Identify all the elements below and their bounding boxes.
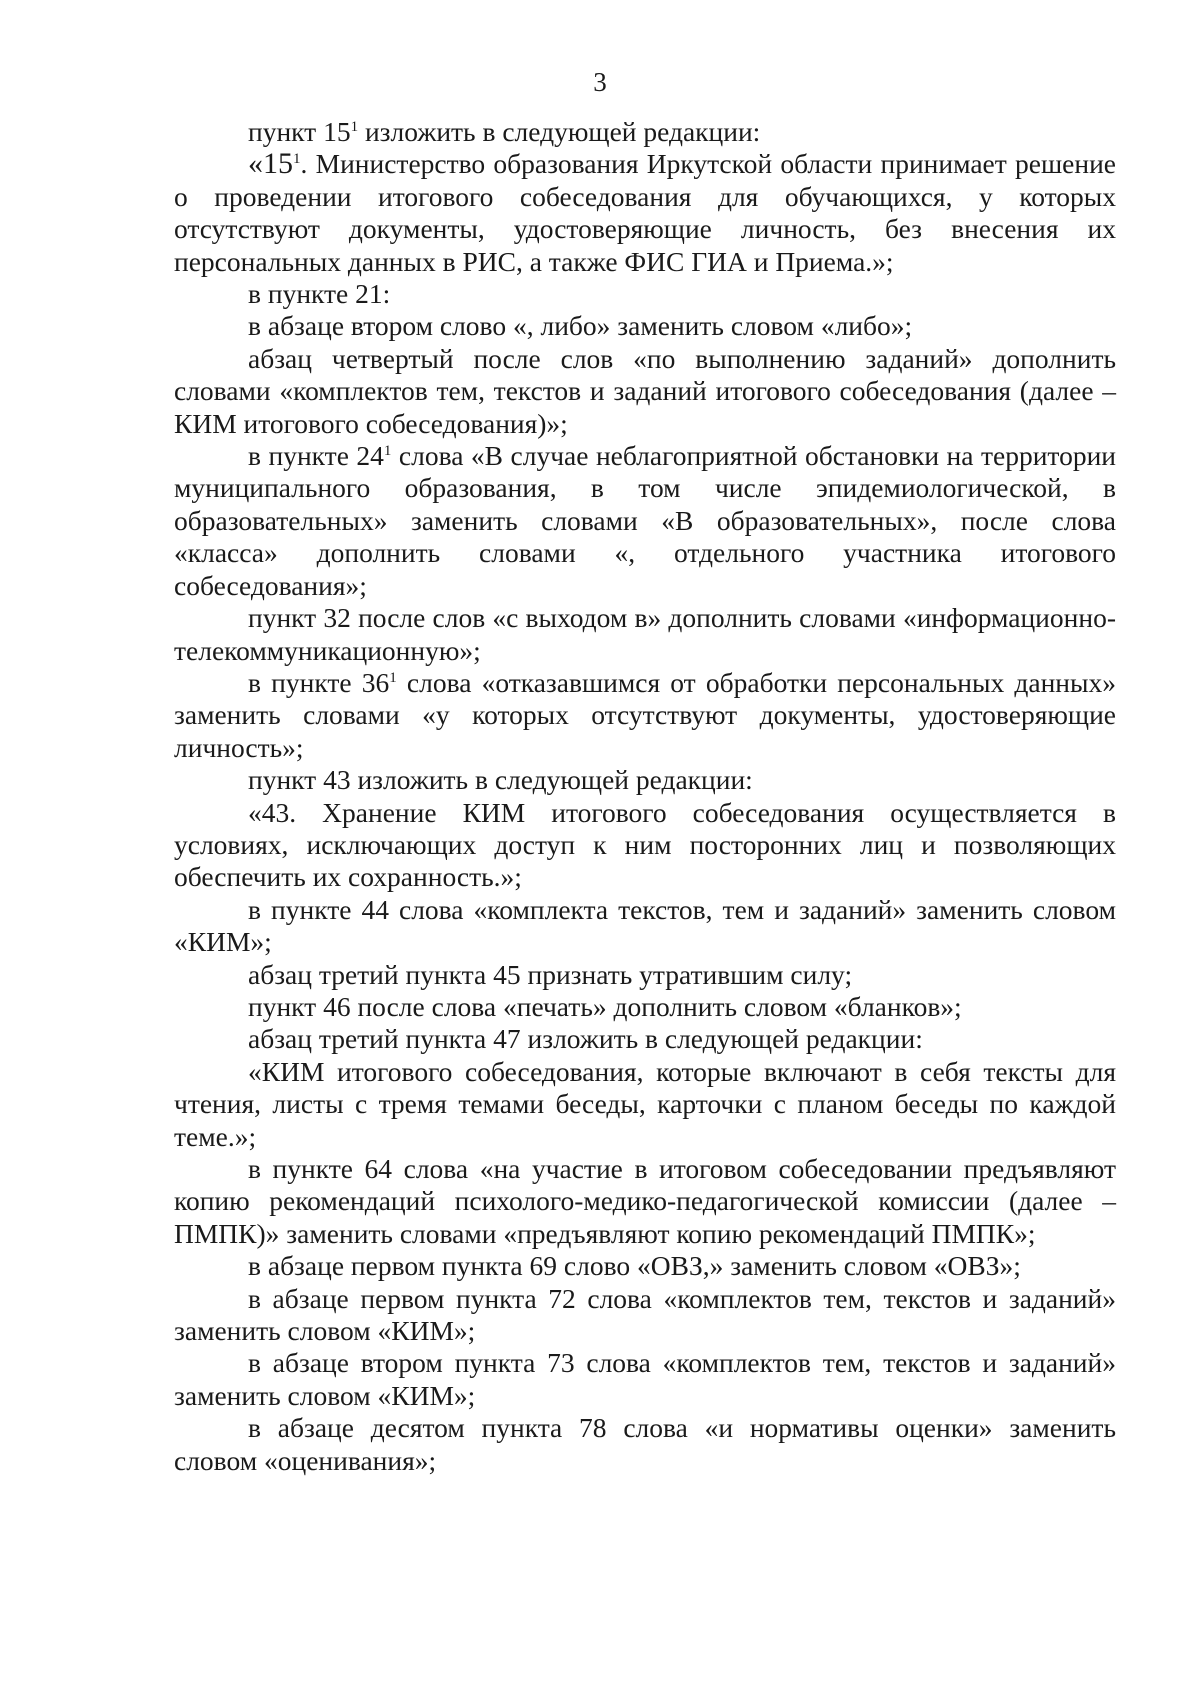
paragraph-18: в абзаце первом пункта 72 слова «комплектов тем, текстов и заданий» заменить словом «КИМ»; [174, 1282, 1116, 1347]
paragraph-1-text-cont: изложить в следующей редакции: [358, 116, 761, 147]
paragraph-8-text-cont: слова «отказавшимся от обработки персональных данных» заменить словами «у которых отсутствуют документы, удостоверяющие личность»; [174, 666, 1117, 763]
paragraph-14: абзац третий пункта 47 изложить в следующей редакции: [248, 1023, 923, 1055]
document-body [174, 116, 1116, 1477]
paragraph-7: пункт 32 после слов «с выходом в» дополнить словами «информационно-телекоммуникационную»; [174, 602, 1116, 666]
paragraph-6-text: в пункте 24 [248, 440, 384, 472]
paragraph-6-superscript: 1 [383, 443, 392, 460]
paragraph-1-superscript: 1 [350, 119, 359, 135]
paragraph-20: в абзаце десятом пункта 78 слова «и нормативы оценки» заменить словом «оценивания»; [174, 1412, 1116, 1476]
paragraph-10: «43. Хранение КИМ итогового собеседования осуществляется в условиях, исключающих доступ к ним посторонних лиц и позволяющих обеспечить их сохранность.»; [174, 796, 1116, 893]
paragraph-2-text-cont: . Министерство образования Иркутской области принимает решение о проведении итогового собеседования для обучающихся, у которых отсутствуют документы, удостоверяющие личность, без внесения их персональных данных в РИС, а также ФИС ГИА и Приема.»; [174, 148, 1116, 277]
paragraph-6 [174, 440, 1116, 602]
paragraph-8-superscript: 1 [389, 669, 397, 686]
paragraph-2-text: «15 [248, 147, 293, 181]
paragraph-17: в абзаце первом пункта 69 слово «ОВЗ,» заменить словом «ОВЗ»; [248, 1250, 1021, 1282]
paragraph-11: в пункте 44 слова «комплекта текстов, тем и заданий» заменить словом «КИМ»; [174, 893, 1116, 958]
paragraph-12: абзац третий пункта 45 признать утратившим силу; [248, 958, 853, 990]
paragraph-19: в абзаце втором пункта 73 слова «комплектов тем, текстов и заданий» заменить словом «КИМ»; [174, 1347, 1116, 1411]
paragraph-4: в абзаце втором слово «, либо» заменить словом «либо»; [248, 310, 913, 342]
page-number: 3 [593, 67, 607, 97]
paragraph-15: «КИМ итогового собеседования, которые включают в себя тексты для чтения, листы с тремя темами беседы, карточки с планом беседы по каждой теме.»; [174, 1055, 1116, 1152]
paragraph-13: пункт 46 после слова «печать» дополнить словом «бланков»; [248, 990, 962, 1022]
paragraph-9: пункт 43 изложить в следующей редакции: [248, 764, 753, 796]
paragraph-8-text: в пункте 36 [248, 666, 390, 698]
paragraph-2-superscript: 1 [293, 151, 301, 168]
paragraph-3: в пункте 21: [248, 278, 391, 310]
paragraph-1 [174, 116, 1116, 148]
paragraph-2 [174, 148, 1116, 278]
paragraph-8 [174, 667, 1116, 764]
paragraph-16: в пункте 64 слова «на участие в итоговом собеседовании предъявляют копию рекомендаций психолого-медико-педагогической комиссии (далее – ПМПК)» заменить словами «предъявляют копию рекомендаций ПМПК»; [174, 1153, 1116, 1249]
paragraph-6-text-cont: слова «В случае неблагоприятной обстановки на территории муниципального образования, в том числе эпидемиологической, в образовательных» заменить словами «В образовательных», после слова «класса» дополнить словами «, отдельного участника итогового собеседования»; [174, 440, 1116, 601]
paragraph-1-text: пункт 15 [248, 116, 351, 147]
paragraph-5: абзац четвертый после слов «по выполнению заданий» дополнить словами «комплектов тем, текстов и заданий итогового собеседования (далее – КИМ итогового собеседования)»; [174, 342, 1116, 439]
